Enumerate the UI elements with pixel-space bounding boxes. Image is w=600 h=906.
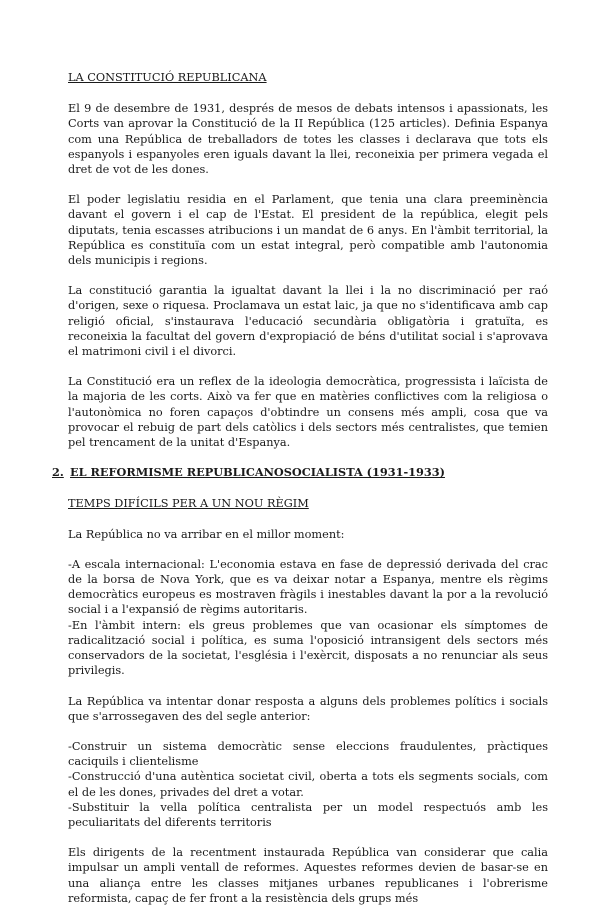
bullet-territorial-model: -Substituir la vella política centralista per un model respectuós amb les peculiaritats del diferents territoris [68, 800, 548, 829]
bullet-internal: -En l'àmbit intern: els greus problemes que van ocasionar els símptomes de radicalització social i política, es suma l'oposició intransigent dels sectors més conservadors de la societat, l'església i l'exèrcit, disposats a no renunciar als seus privilegis. [68, 618, 548, 678]
paragraph-constitution-approval: El 9 de desembre de 1931, després de mesos de debats intensos i apassionats, les Corts van aprovar la Constitució de la II República (125 articles). Definia Espanya com una República de treballadors de totes les classes i declarava que tots els espanyols i espanyoles eren iguals davant la llei, reconeixia per primera vegada el dret de vot de les dones. [68, 102, 548, 177]
paragraph-legislative-power: El poder legislatiu residia en el Parlament, que tenia una clara preeminència davant el govern i el cap de l'Estat. El president de la república, elegit pels diputats, tenia escasses atribucions i un mandat de 6 anys. En l'àmbit territorial, la República es constituïa com un estat integral, però compatible amb l'autonomia dels municipis i regions. [68, 193, 548, 268]
subsection-title: TEMPS DIFÍCILS PER A UN NOU RÈGIM [68, 497, 309, 511]
paragraph-equality: La constitució garantia la igualtat davant la llei i la no discriminació per raó d'origen, sexe o riquesa. Proclamava un estat laic, ja que no s'identificava amb cap religió oficial, s'instaurava l'educació secundària obligatòria i gratuïta, es reconeixia la facultat del govern d'expropiació de béns d'utilitat social i s'aprovava el matrimoni civil i el divorci. [68, 284, 548, 359]
section-title: EL REFORMISME REPUBLICANOSOCIALISTA (1931-1933) [70, 465, 445, 480]
page-title: LA CONSTITUCIÓ REPUBLICANA [68, 71, 267, 84]
bullet-international: -A escala internacional: L'economia estava en fase de depressió derivada del crac de la borsa de Nova York, que es va deixar notar a Espanya, mentre els règims democràtics europeus es mostraven fràgils i inestables davant la por a la revolució social i a l'expansió de règims autoritaris. [68, 557, 548, 617]
bullet-civil-society: -Construcció d'una autèntica societat civil, oberta a tots els segments socials, com el de les dones, privades del dret a votar. [68, 770, 548, 799]
paragraph-context-intro: La República no va arribar en el millor moment: [68, 527, 345, 541]
paragraph-reforms: Els dirigents de la recentment instaurada República van considerar que calia impulsar un ampli ventall de reformes. Aquestes reformes devien de basar-se en una aliança entre les classes mitjanes urbanes republicanes i l'obrerisme reformista, capaç de fer front a la resistència dels grups més [68, 846, 548, 905]
section-number: 2. [52, 465, 64, 480]
paragraph-problems-intro: La República va intentar donar resposta a alguns dels problemes polítics i socials que s'arrossegaven des del segle anterior: [68, 694, 548, 723]
bullet-democratic-system: -Construir un sistema democràtic sense eleccions fraudulentes, pràctiques caciquils i clientelisme [68, 739, 548, 769]
section-heading [52, 465, 548, 480]
paragraph-ideology: La Constitució era un reflex de la ideologia democràtica, progressista i laïcista de la majoria de les corts. Això va fer que en matèries conflictives com la religiosa o l'autonòmica no foren capaços d'obtindre un consens més ampli, cosa que va provocar el rebuig de part dels catòlics i dels sectors més centralistes, que temien pel trencament de la unitat d'Espanya. [68, 375, 548, 450]
